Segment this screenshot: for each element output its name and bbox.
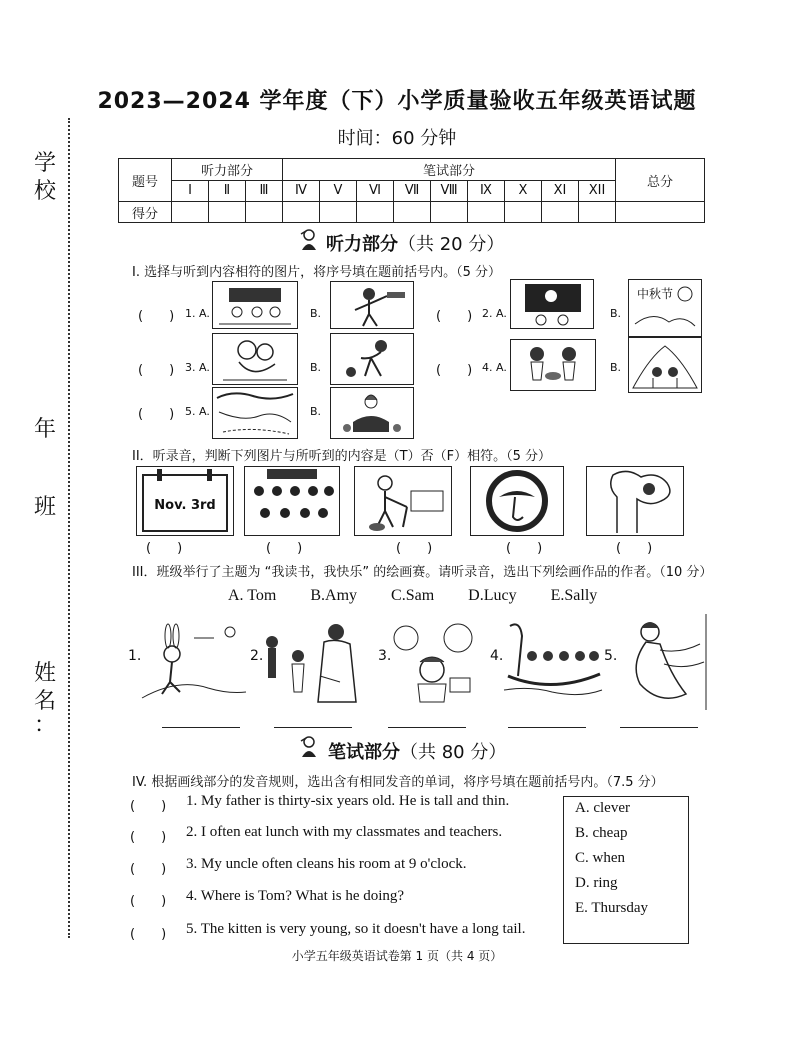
- score-col-2: Ⅱ: [209, 180, 246, 202]
- calendar-date-text: Nov. 3rd: [154, 498, 216, 513]
- score-table-writing-head: 笔试部分: [283, 159, 616, 181]
- moon-festival-text: 中秋节: [637, 287, 674, 301]
- part1-q5-picture-b: [330, 387, 414, 439]
- part4-sentence-1: [186, 793, 509, 810]
- part3-instruction: III．班级举行了主题为 “我读书，我快乐” 的绘画赛。请听录音，选出下列绘画作品的作者。（10 分）: [132, 565, 713, 580]
- part4-answer-5[interactable]: ( ): [130, 927, 167, 942]
- score-table-head-number: 题号: [119, 159, 172, 202]
- drawing-number-1: 1.: [128, 648, 142, 664]
- drawing-tortoise-story: [260, 616, 370, 708]
- part2-picture-tree: [586, 466, 684, 536]
- part2-picture-children: [244, 466, 340, 536]
- score-cell[interactable]: [209, 202, 246, 223]
- writing-mascot-icon: [298, 735, 320, 759]
- drawing-answer-blank-4[interactable]: [508, 726, 586, 728]
- name-option-sam: C.Sam: [391, 587, 435, 604]
- drawing-answer-blank-1[interactable]: [162, 726, 240, 728]
- score-cell[interactable]: [320, 202, 357, 223]
- part2-answer-1[interactable]: ( ): [146, 541, 183, 556]
- part1-item4-label: 4. A.: [482, 361, 507, 374]
- answer-paren-2[interactable]: ( ): [436, 309, 473, 324]
- writing-section-label: 笔试部分: [328, 742, 400, 763]
- score-cell[interactable]: [579, 202, 616, 223]
- drawing-answer-blank-2[interactable]: [274, 726, 352, 728]
- drawing-chang-e: [620, 614, 708, 710]
- part4-option-box: [563, 796, 689, 944]
- part4-sentence-3-num: 3.: [186, 856, 198, 872]
- part1-item5-label: 5. A.: [185, 405, 210, 418]
- part1-item5-b: B.: [310, 405, 322, 418]
- part1-instruction: I. 选择与听到内容相符的图片，将序号填在题前括号内。（5 分）: [132, 265, 502, 280]
- writing-section-points: （共 80 分）: [400, 742, 507, 763]
- part2-answer-3[interactable]: ( ): [396, 541, 433, 556]
- side-label-xiao: 校: [33, 179, 56, 204]
- part2-picture-cleaning: [354, 466, 452, 536]
- drawing-number-2: 2.: [250, 648, 264, 664]
- part1-item2-b: B.: [610, 307, 622, 320]
- score-cell[interactable]: [357, 202, 394, 223]
- drawing-dragon-boat: [500, 616, 604, 708]
- score-col-9: Ⅸ: [468, 180, 505, 202]
- part4-sentence-4: [186, 888, 404, 905]
- listening-section-points: （共 20 分）: [398, 234, 505, 255]
- part4-sentence-2-text: I often eat lunch with my classmates and teachers.: [201, 824, 503, 840]
- name-option-sally: E.Sally: [550, 587, 598, 604]
- listening-section-label: 听力部分: [326, 234, 398, 255]
- part1-item1-b: B.: [310, 307, 322, 320]
- name-option-lucy: D.Lucy: [468, 587, 517, 604]
- score-col-12: XII: [579, 180, 616, 202]
- side-label-colon: ：: [33, 713, 56, 738]
- listening-section-heading: [326, 230, 504, 256]
- part4-answer-3[interactable]: ( ): [130, 862, 167, 877]
- exam-time: 时间：60 分钟: [337, 128, 457, 149]
- part1-q3-picture-a: [212, 333, 298, 385]
- exam-title: 2023—2024 学年度（下）小学质量验收五年级英语试题: [97, 89, 697, 114]
- part1-q4-picture-b: [628, 337, 702, 393]
- side-label-nian: 年: [33, 417, 56, 442]
- score-table-listening-head: 听力部分: [172, 159, 283, 181]
- score-col-5: V: [320, 180, 357, 202]
- drawing-rabbit: [138, 618, 248, 708]
- score-col-11: XI: [542, 180, 579, 202]
- drawing-boy-reading: [388, 618, 488, 708]
- answer-paren-3[interactable]: ( ): [138, 363, 175, 378]
- part2-answer-2[interactable]: ( ): [266, 541, 303, 556]
- score-cell[interactable]: [283, 202, 320, 223]
- part2-picture-calendar: [136, 466, 234, 536]
- part1-q4-picture-a: [510, 339, 596, 391]
- part4-sentence-3-text: My uncle often cleans his room at 9 o'clock.: [201, 856, 467, 872]
- score-cell[interactable]: [542, 202, 579, 223]
- part4-answer-4[interactable]: ( ): [130, 894, 167, 909]
- score-col-3: Ⅲ: [246, 180, 283, 202]
- part1-item2-label: 2. A.: [482, 307, 507, 320]
- score-cell[interactable]: [394, 202, 431, 223]
- part1-item3-label: 3. A.: [185, 361, 210, 374]
- part4-sentence-3: [186, 856, 467, 873]
- drawing-answer-blank-5[interactable]: [620, 726, 698, 728]
- binding-dotted-line: [68, 118, 70, 938]
- part1-item3-b: B.: [310, 361, 322, 374]
- part1-item4-b: B.: [610, 361, 622, 374]
- score-col-6: Ⅵ: [357, 180, 394, 202]
- part4-answer-2[interactable]: ( ): [130, 830, 167, 845]
- score-cell[interactable]: [431, 202, 468, 223]
- part4-sentence-1-text: My father is thirty-six years old. He is tall and thin.: [201, 793, 510, 809]
- part2-answer-4[interactable]: ( ): [506, 541, 543, 556]
- part4-sentence-2-num: 2.: [186, 824, 198, 840]
- listening-mascot-icon: [298, 228, 320, 252]
- score-col-1: I: [172, 180, 209, 202]
- part1-q1-picture-b: [330, 281, 414, 329]
- option-thursday: E. Thursday: [575, 900, 649, 916]
- score-cell-total[interactable]: [616, 202, 705, 223]
- score-table: [118, 158, 705, 223]
- part4-sentence-4-text: Where is Tom? What is he doing?: [200, 888, 405, 904]
- part1-q2-picture-b: [628, 279, 702, 337]
- page-footer: 小学五年级英语试卷第 1 页（共 4 页）: [291, 949, 503, 963]
- option-ring: D. ring: [575, 875, 618, 891]
- part4-instruction: IV. 根据画线部分的发音规则，选出含有相同发音的单词，将序号填在题前括号内。（7.5 分）: [132, 775, 664, 790]
- part4-answer-1[interactable]: ( ): [130, 799, 167, 814]
- score-cell[interactable]: [246, 202, 283, 223]
- part2-answer-5[interactable]: ( ): [616, 541, 653, 556]
- part1-q1-picture-a: [212, 281, 298, 329]
- drawing-number-4: 4.: [490, 648, 504, 664]
- part4-sentence-2: [186, 824, 502, 841]
- part4-sentence-4-num: 4.: [186, 888, 198, 904]
- score-col-8: Ⅷ: [431, 180, 468, 202]
- option-when: C. when: [575, 850, 625, 866]
- side-label-ming: 名: [33, 689, 56, 714]
- drawing-number-5: 5.: [604, 648, 618, 664]
- part1-q3-picture-b: [330, 333, 414, 385]
- score-cell[interactable]: [505, 202, 542, 223]
- part4-sentence-5-text: The kitten is very young, so it doesn't have a long tail.: [200, 921, 526, 937]
- score-row-label: 得分: [119, 202, 172, 223]
- part2-picture-no-sign: [470, 466, 564, 536]
- side-label-xue: 学: [33, 151, 56, 176]
- score-col-4: Ⅳ: [283, 180, 320, 202]
- part1-q5-picture-a: [212, 387, 298, 439]
- part3-name-options: [228, 587, 631, 605]
- side-label-ban: 班: [33, 495, 56, 520]
- drawing-number-3: 3.: [378, 648, 392, 664]
- option-clever: A. clever: [575, 800, 630, 816]
- score-table-total-head: 总分: [616, 159, 705, 202]
- side-label-xing: 姓: [33, 661, 56, 686]
- score-cell[interactable]: [172, 202, 209, 223]
- score-col-10: X: [505, 180, 542, 202]
- part4-sentence-5: [186, 921, 525, 938]
- answer-paren-1[interactable]: ( ): [138, 309, 175, 324]
- part4-sentence-5-num: 5.: [186, 921, 198, 937]
- part4-sentence-1-num: 1.: [186, 793, 198, 809]
- drawing-answer-blank-3[interactable]: [388, 726, 466, 728]
- writing-section-heading: [328, 738, 506, 764]
- part1-q2-picture-a: [510, 279, 594, 329]
- score-cell[interactable]: [468, 202, 505, 223]
- answer-paren-4[interactable]: ( ): [436, 363, 473, 378]
- part2-instruction: II．听录音，判断下列图片与所听到的内容是（T）否（F）相符。（5 分）: [132, 449, 551, 464]
- part1-item1-label: 1. A.: [185, 307, 210, 320]
- name-option-amy: B.Amy: [310, 587, 358, 604]
- option-cheap: B. cheap: [575, 825, 628, 841]
- answer-paren-5[interactable]: ( ): [138, 407, 175, 422]
- score-col-7: Ⅶ: [394, 180, 431, 202]
- name-option-tom: A. Tom: [228, 587, 277, 604]
